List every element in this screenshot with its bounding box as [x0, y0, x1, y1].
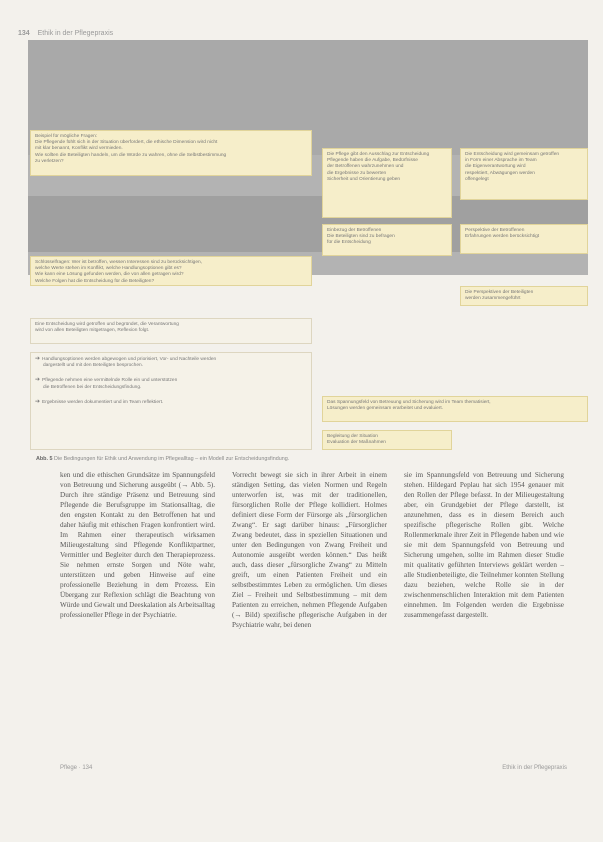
arrow-right-icon: ➔ — [35, 356, 41, 362]
caption-label: Abb. 5 — [36, 456, 53, 462]
box-line: Eine Entscheidung wird getroffen und begründet, die Verantwortung — [35, 322, 179, 327]
spacer — [35, 391, 307, 399]
box-line: Die Perspektiven der Beteiligten — [465, 290, 534, 295]
box-line: in Form einer Absprache im Team — [465, 158, 537, 164]
box-line: der Betroffenen wahrzunehmen und — [327, 164, 404, 170]
box-line: Schlüsselfragen: Wer ist betroffen, wessen Interessen sind zu berücksichtigen, — [35, 260, 203, 265]
figure-box-merge — [460, 286, 588, 306]
options-item — [35, 377, 307, 384]
arrow-right-icon: ➔ — [35, 398, 41, 405]
box-line: Begleitung der Situation — [327, 434, 378, 439]
figure-box-involvement — [322, 224, 452, 256]
box-line: die Eigenverantwortung wird — [465, 164, 526, 170]
box-line: welche Werte stehen im Konflikt, welche Handlungsoptionen gibt es? — [35, 266, 182, 272]
figure-box-options-list — [30, 352, 312, 450]
figure-box-questions — [30, 130, 312, 176]
text-column-3 — [404, 470, 564, 755]
running-title: Ethik in der Pflegepraxis — [37, 30, 114, 37]
box-line: Lösungen werden gemeinsam erarbeitet und evaluiert. — [327, 406, 443, 412]
box-line: Beispiel für mögliche Fragen: — [35, 134, 98, 139]
box-line: Die Pflegende fühlt sich in der Situation überfordert, die ethische Dimension wird nicht — [35, 140, 218, 146]
box-line: Evaluation der Maßnahmen — [327, 440, 386, 446]
box-line: Erfahrungen werden berücksichtigt — [465, 234, 540, 240]
box-line: werden zusammengeführt — [465, 296, 521, 302]
box-line: mit klar benannt, Konflikt wird vermieden. — [35, 146, 123, 152]
box-line: Perspektive der Betroffenen — [465, 228, 525, 233]
box-line: offengelegt — [465, 176, 489, 182]
text-column-1 — [60, 470, 215, 755]
caption-text: Die Bedingungen für Ethik und Anwendung im Pflegealltag – ein Modell zur Entscheidungsfindung. — [53, 456, 290, 462]
options-text: Pflegende nehmen eine vermittelnde Rolle ein und unterstützen — [42, 378, 178, 384]
box-line: respektiert, Abwägungen werden — [465, 170, 535, 176]
spacer — [35, 369, 307, 377]
arrow-right-icon: ➔ — [35, 377, 41, 384]
options-item — [35, 399, 307, 406]
figure-box-perspective — [460, 224, 588, 254]
footer-left: Pflege · 134 — [60, 765, 93, 771]
figure-caption — [36, 456, 556, 462]
box-line: Pflegende haben die Aufgabe, Bedürfnisse — [327, 158, 418, 164]
figure-box-result — [30, 318, 312, 344]
box-line: Einbezug der Betroffenen — [327, 228, 382, 233]
figure-box-joint-decision — [460, 148, 588, 200]
box-line: Welche Folgen hat die Entscheidung für die Beteiligten? — [35, 278, 155, 284]
footer-right: Ethik in der Pflegepraxis — [502, 765, 567, 771]
box-line: die Ergebnisse zu bewerten — [327, 170, 387, 176]
box-line: Wie kann eine Lösung gefunden werden, die von allen getragen wird? — [35, 272, 184, 278]
box-line: Wie sollten die Beteiligten handeln, um die Würde zu wahren, ohne die Selbstbestimmung — [35, 152, 227, 158]
options-text: dargestellt und mit den Beteiligten besprochen. — [43, 363, 143, 369]
box-line: wird von allen Beteiligten mitgetragen, Reflexion folgt. — [35, 328, 150, 334]
column-paragraph: sie im Spannungsfeld von Betreuung und Sicherung stehen. Hildegard Peplau hat sich 1954 genauer mit den Rollen der Pflege befasst. In der Milieugestaltung aber, ein Grundgebiet der Pflege darstellt, ist anzunehmen, dass es in diesem Bereich auch spezifische pflegerische Rollen gibt. Welche Rollenmerkmale ihrer Zeit in Pflegende haben und wie sie mit dem Spannungsfeld von Betreuung und Sicherung umgehen, sollte im Rahmen dieser Studie mit qualitativ geführten Interviews geklärt werden – alle Studienbeteiligte, die Teilnehmer konnten Stellung dazu beziehen, welche Rolle sie in der zwischenmenschlichen Interaktion mit dem Patienten einnehmen. Im Folgenden werden die Ergebnisse zusammengefasst dargestellt. — [404, 471, 564, 619]
options-text: Handlungsoptionen werden abgewogen und priorisiert, Vor- und Nachteile werden — [42, 357, 217, 362]
box-line: Sicherheit und Orientierung geben — [327, 176, 401, 182]
box-line: Das Spannungsfeld von Betreuung und Sicherung wird im Team thematisiert, — [327, 400, 491, 405]
column-paragraph: ken und die ethischen Grundsätze im Spannungsfeld von Betreuung und Sicherung ausgeübt (→ Abb. 5). Durch ihre ständige Präsenz und Betreuung sind Pflegende die Berufsgruppe im Stationsalltag, die den engsten Kontakt zu den Betroffenen hat und daher häufig mit ethischen Fragen konfrontiert wird. Im Rahmen einer therapeutisch wirksamen Milieugestaltung sind Pflegende Konfliktpartner, Vermittler und Begleiter durch den Therapieprozess. Sie nehmen ernste Sorgen und Nöte wahr, unterstützen und geben Hinweise auf eine professionelle Beziehung in dem Prozess. Ein Übergang zur Reflexion schlägt die Beachtung von Würde und Gewalt und Deeskalation als Arbeitsalltag professioneller Pflege in der Psychiatrie. — [60, 471, 215, 619]
page-number: 134 — [18, 30, 30, 37]
running-header — [18, 30, 113, 37]
box-line: Die Entscheidung wird gemeinsam getroffen — [465, 152, 560, 157]
box-line: Die Pflege gibt den Ausschlag zur Entscheidung — [327, 152, 430, 157]
figure-box-evaluation — [322, 430, 452, 450]
text-column-2 — [232, 470, 387, 755]
box-line: Die Beteiligten sind zu befragen — [327, 234, 395, 240]
options-text: die Betroffenen bei der Entscheidungsfindung. — [43, 384, 142, 390]
column-paragraph: Vorrecht bewegt sie sich in ihrer Arbeit in einem ständigen Setting, das vielen Normen und Regeln unterworfen ist, was mit der traditionellen, fürsorglichen Rolle der Pflege kollidiert. Holmes definiert diese Form der Fürsorge als „fürsorglichen Zwang“. Er sagt darüber hinaus: „Fürsorglicher Zwang bedeutet, dass in speziellen Situationen und unter den Bedingungen von Zwang Freiheit und Autonomie ausgeübt werden können.“ Das heißt auch, dass dieser „fürsorgliche Zwang“ zu Mitteln greift, um einen Patienten Freiheit und ein selbstbestimmtes Leben zu ermöglichen. Um dieses Ziel – Freiheit und Selbstbestimmung – mit dem Patienten zu erreichen, nehmen Pflegende Aufgaben (→ Bild) spezifische pflegerische Aufgaben in der Psychiatrie wahr, bei denen — [232, 471, 387, 629]
box-line: für die Entscheidung — [327, 240, 371, 246]
options-text: Ergebnisse werden dokumentiert und im Team reflektiert. — [42, 399, 164, 405]
figure-box-key-questions — [30, 256, 312, 286]
figure-box-decision — [322, 148, 452, 218]
figure-box-team — [322, 396, 588, 422]
box-line: zu verletzen? — [35, 158, 64, 164]
